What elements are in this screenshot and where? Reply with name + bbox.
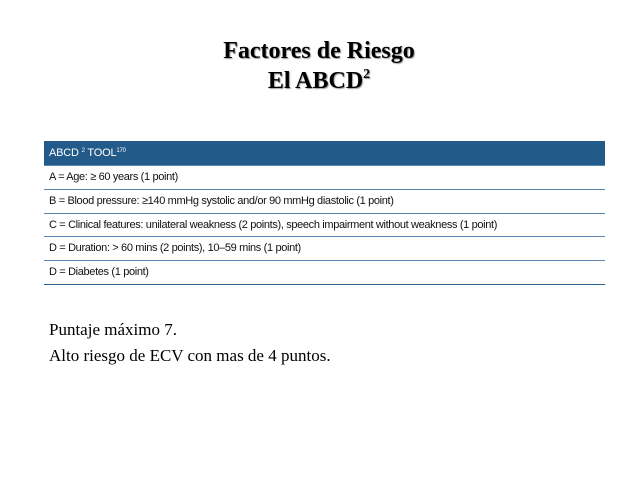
title-line-2 bbox=[0, 66, 638, 96]
slide-title bbox=[0, 36, 638, 96]
table-header bbox=[44, 141, 605, 165]
title-superscript: 2 bbox=[363, 67, 371, 82]
notes-text bbox=[49, 317, 609, 369]
table-row-blood-pressure: B = Blood pressure: ≥140 mmHg systolic and/or 90 mmHg diastolic (1 point) bbox=[44, 189, 605, 213]
title-line-2-text: El ABCD bbox=[267, 68, 364, 94]
abcd2-tool-table bbox=[44, 141, 605, 285]
header-text-b: TOOL bbox=[84, 147, 117, 159]
header-superscript-b: 170 bbox=[116, 148, 126, 154]
note-max-score: Puntaje máximo 7. bbox=[49, 320, 177, 339]
table-row-clinical-features: C = Clinical features: unilateral weakness (2 points), speech impairment without weakness (1 point) bbox=[44, 213, 605, 237]
table-row-diabetes: D = Diabetes (1 point) bbox=[44, 260, 605, 284]
table-row-duration: D = Duration: > 60 mins (2 points), 10–59 mins (1 point) bbox=[44, 236, 605, 260]
title-line-1: Factores de Riesgo bbox=[223, 38, 415, 64]
note-high-risk: Alto riesgo de ECV con mas de 4 puntos. bbox=[49, 346, 331, 365]
header-superscript-a: 2 bbox=[81, 148, 85, 154]
table-row-age: A = Age: ≥ 60 years (1 point) bbox=[44, 165, 605, 189]
header-text-a: ABCD bbox=[49, 147, 82, 159]
